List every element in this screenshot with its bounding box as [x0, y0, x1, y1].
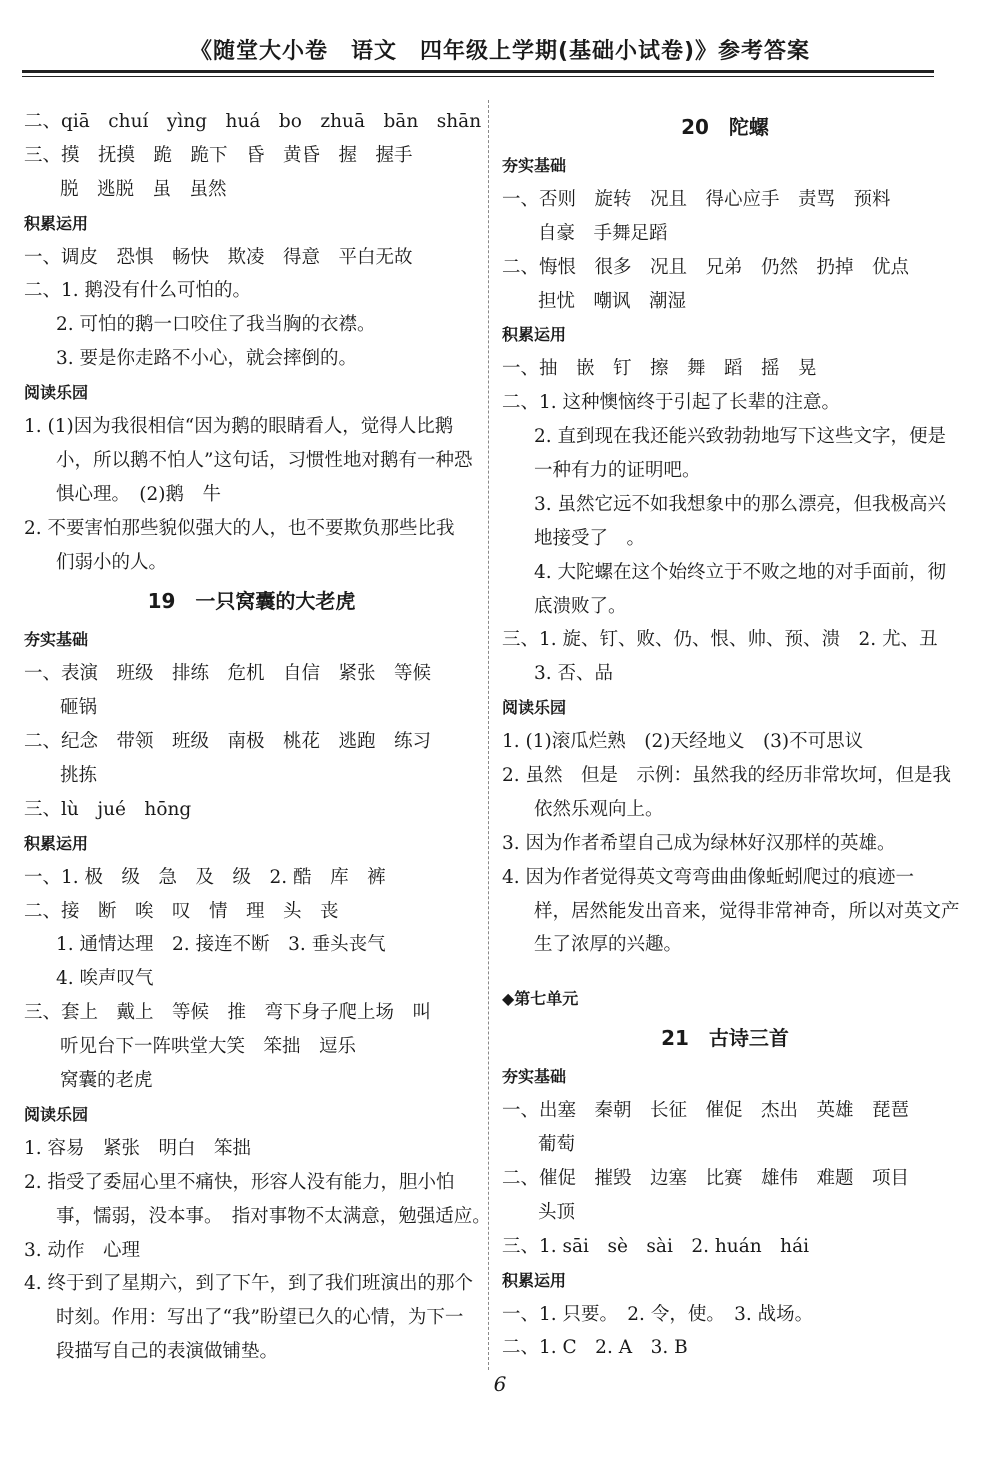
answer-line: 2. 指受了委屈心里不痛快，形容人没有能力，胆小怕 [24, 1171, 455, 1193]
answer-line: 一、调皮 恐惧 畅快 欺凌 得意 平白无故 [24, 246, 413, 268]
answer-line: 三、lù jué hōng [24, 798, 192, 820]
lesson-title: 20 陀螺 [681, 115, 769, 139]
answer-line: 三、摸 抚摸 跪 跪下 昏 黄昏 握 握手 [24, 144, 413, 166]
answer-line: 3. 因为作者希望自己成为绿林好汉那样的英雄。 [502, 832, 896, 854]
lesson-title: 19 一只窝囊的大老虎 [147, 589, 356, 614]
answer-line: 2. 虽然 但是 示例：虽然我的经历非常坎坷，但是我 [502, 765, 952, 787]
answer-line: 4. 因为作者觉得英文弯弯曲曲像蚯蚓爬过的痕迹一 [502, 866, 915, 888]
answer-line: 二、1. C 2. A 3. B [502, 1337, 688, 1359]
answer-line: 样，居然能发出音来，觉得非常神奇，所以对英文产 [534, 900, 960, 922]
answer-line: 担忧 嘲讽 潮湿 [538, 290, 687, 312]
answer-line: 3. 动作 心理 [24, 1239, 141, 1261]
answer-line: 砸锅 [60, 697, 98, 719]
answer-line: 2. 直到现在我还能兴致勃勃地写下这些文字，便是 [534, 426, 947, 448]
section-heading: 积累运用 [24, 833, 89, 853]
answer-line: 一、抽 嵌 钉 擦 舞 蹈 摇 晃 [502, 358, 817, 380]
answer-line: 段描写自己的表演做铺垫。 [56, 1341, 279, 1363]
answer-line: 4. 唉声叹气 [56, 968, 154, 990]
section-heading: 积累运用 [502, 1270, 567, 1290]
left-column [24, 105, 491, 1369]
answer-line: 4. 大陀螺在这个始终立于不败之地的对手面前，彻 [534, 561, 947, 583]
section-heading: 阅读乐园 [502, 698, 567, 718]
answer-line: 二、纪念 带领 班级 南极 桃花 逃跑 练习 [24, 731, 432, 753]
answer-line: 窝囊的老虎 [60, 1070, 153, 1092]
answer-line: 小，所以鹅不怕人”这句话，习惯性地对鹅有一种恐 [56, 449, 473, 471]
answer-line: 4. 终于到了星期六，到了下午，到了我们班演出的那个 [24, 1273, 474, 1295]
answer-line: 惧心理。 (2)鹅 牛 [56, 483, 221, 505]
answer-line: 1. 通情达理 2. 接连不断 3. 垂头丧气 [56, 934, 386, 956]
section-heading: 夯实基础 [502, 156, 567, 175]
section-heading: 积累运用 [24, 213, 89, 233]
answer-line: 一、否则 旋转 况且 得心应手 责骂 预料 [502, 188, 891, 210]
answer-line: 三、1. sāi sè sài 2. huán hái [502, 1235, 810, 1257]
answer-line: 二、1. 鹅没有什么可怕的。 [24, 280, 252, 302]
answer-line: 三、1. 旋、钉、败、仍、恨、帅、预、溃 2. 尤、丑 [502, 629, 938, 651]
answer-line: 底溃败了。 [534, 595, 627, 617]
section-heading: 积累运用 [502, 325, 567, 345]
answer-line: 葡萄 [538, 1134, 576, 1156]
answer-line: 挑拣 [60, 765, 98, 787]
answer-line: 一种有力的证明吧。 [534, 460, 701, 482]
right-column [502, 105, 960, 1365]
unit-heading: ◆第七单元 [502, 989, 579, 1009]
answer-line: 3. 要是你走路不小心，就会摔倒的。 [56, 348, 358, 370]
column-divider [488, 100, 489, 1370]
answer-line: 脱 逃脱 虽 虽然 [60, 178, 227, 200]
answer-line: 一、表演 班级 排练 危机 自信 紧张 等候 [24, 663, 432, 685]
answer-line: 二、催促 摧毁 边塞 比赛 雄伟 难题 项目 [502, 1167, 910, 1189]
answer-line: 们弱小的人。 [56, 551, 168, 573]
answer-line: 二、接 断 唉 叹 情 理 头 丧 [24, 900, 339, 922]
header-rule-thin [22, 76, 934, 77]
answer-line: 二、悔恨 很多 况且 兄弟 仍然 扔掉 优点 [502, 256, 910, 278]
answer-line: 自豪 手舞足蹈 [538, 222, 668, 244]
section-heading: 阅读乐园 [24, 1104, 89, 1124]
answer-line: 二、qiā chuí yìng huá bo zhuā bān shān [24, 111, 482, 132]
header-rule-thick [22, 70, 934, 73]
answer-line: 1. (1)因为我很相信“因为鹅的眼睛看人，觉得人比鹅 [24, 416, 454, 438]
page-number: 6 [493, 1372, 507, 1396]
answer-line: 生了浓厚的兴趣。 [534, 934, 683, 956]
section-heading: 阅读乐园 [24, 383, 89, 403]
answer-line: 地接受了 。 [534, 527, 646, 549]
answer-line: 时刻。作用：写出了“我”盼望已久的心情，为下一 [56, 1307, 464, 1329]
page-header-title: 《随堂大小卷 语文 四年级上学期(基础小试卷)》参考答案 [189, 39, 811, 64]
answer-line: 1. 容易 紧张 明白 笨拙 [24, 1137, 252, 1159]
answer-line: 听见台下一阵哄堂大笑 笨拙 逗乐 [60, 1036, 357, 1058]
answer-line: 三、套上 戴上 等候 推 弯下身子爬上场 叫 [24, 1002, 432, 1024]
answer-line: 头顶 [538, 1201, 576, 1223]
section-heading: 夯实基础 [502, 1067, 567, 1087]
answer-line: 3. 否、品 [534, 663, 614, 685]
answer-line: 一、1. 极 级 急 及 级 2. 酷 库 裤 [24, 866, 386, 888]
answer-line: 二、1. 这种懊恼终于引起了长辈的注意。 [502, 392, 841, 414]
answer-line: 3. 虽然它远不如我想象中的那么漂亮，但我极高兴 [534, 493, 947, 515]
answer-line: 依然乐观向上。 [534, 798, 664, 820]
answer-line: 一、1. 只要。 2. 令，使。 3. 战场。 [502, 1303, 814, 1325]
answer-line: 1. (1)滚瓜烂熟 (2)天经地义 (3)不可思议 [502, 731, 864, 753]
answer-line: 一、出塞 秦朝 长征 催促 杰出 英雄 琵琶 [502, 1100, 910, 1122]
lesson-title: 21 古诗三首 [661, 1026, 789, 1051]
answer-line: 事，懦弱，没本事。 指对事物不太满意，勉强适应。 [56, 1205, 491, 1227]
spacer [502, 962, 948, 982]
answer-line: 2. 可怕的鹅一口咬住了我当胸的衣襟。 [56, 314, 376, 336]
section-heading: 夯实基础 [24, 630, 89, 650]
answer-line: 2. 不要害怕那些貌似强大的人，也不要欺负那些比我 [24, 517, 455, 539]
